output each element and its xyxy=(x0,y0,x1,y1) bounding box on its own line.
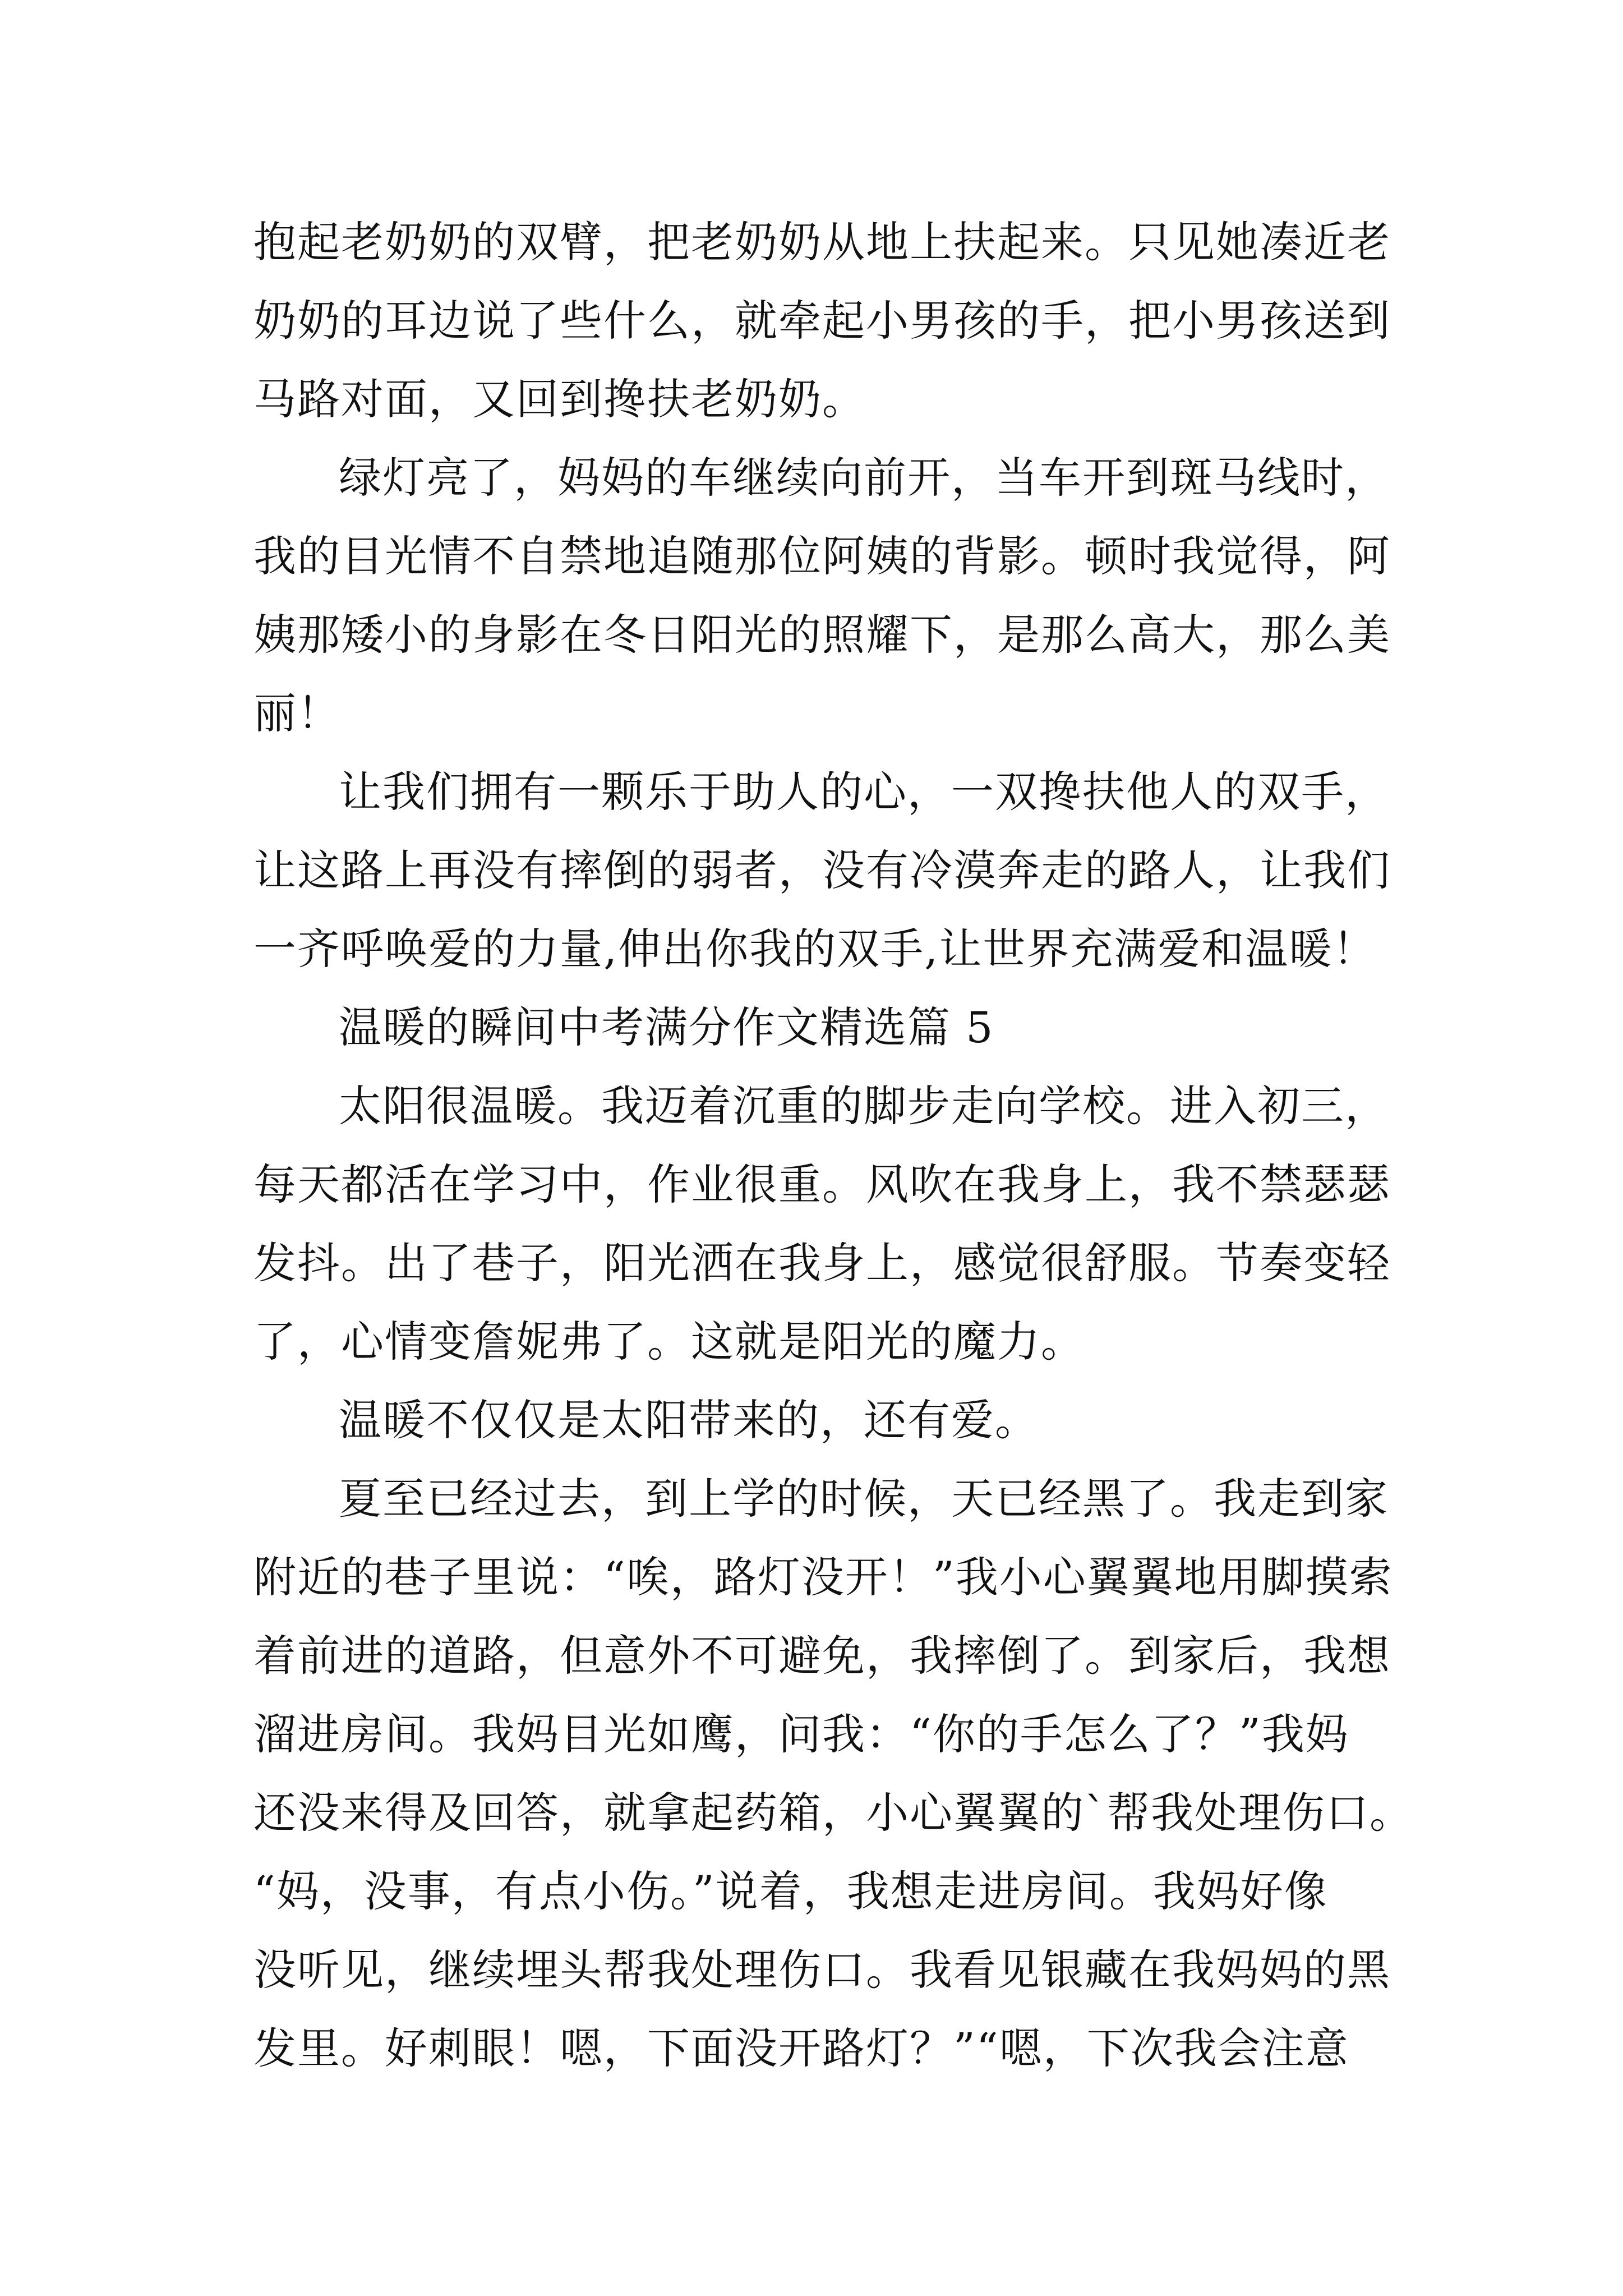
text-line: 让这路上再没有摔倒的弱者，没有冷漠奔走的路人，让我们 xyxy=(253,845,1391,895)
text-line: 奶奶的耳边说了些什么，就牵起小男孩的手，把小男孩送到 xyxy=(253,296,1391,346)
paragraph-first-line: 太阳很温暖。我迈着沉重的脚步走向学校。进入初三， xyxy=(339,1081,1389,1131)
text-line: 我的目光情不自禁地追随那位阿姨的背影。顿时我觉得，阿 xyxy=(253,531,1391,581)
essay-body xyxy=(253,203,1487,2088)
text-line: 还没来得及回答，就拿起药箱，小心翼翼的`帮我处理伤口。 xyxy=(253,1788,1413,1838)
text-line: 丽！ xyxy=(253,688,341,738)
text-line: 抱起老奶奶的双臂，把老奶奶从地上扶起来。只见她凑近老 xyxy=(253,217,1391,267)
text-line: 着前进的道路，但意外不可避免，我摔倒了。到家后，我想 xyxy=(253,1631,1391,1681)
paragraph-first-line: 温暖不仅仅是太阳带来的，还有爱。 xyxy=(339,1395,1039,1445)
paragraph-first-line: 绿灯亮了，妈妈的车继续向前开，当车开到斑马线时， xyxy=(339,453,1389,503)
text-line: 没听见，继续埋头帮我处理伤口。我看见银藏在我妈妈的黑 xyxy=(253,1945,1391,1995)
section-heading: 温暖的瞬间中考满分作文精选篇 5 xyxy=(339,1002,994,1052)
text-line: 发抖。出了巷子，阳光洒在我身上，感觉很舒服。节奏变轻 xyxy=(253,1238,1391,1288)
text-line: 姨那矮小的身影在冬日阳光的照耀下，是那么高大，那么美 xyxy=(253,610,1391,660)
text-line: 附近的巷子里说：“唉，路灯没开！”我小心翼翼地用脚摸索 xyxy=(253,1552,1393,1602)
text-line: 马路对面，又回到搀扶老奶奶。 xyxy=(253,374,866,424)
text-line: 发里。好刺眼！嗯，下面没开路灯？”“嗯，下次我会注意 xyxy=(253,2023,1349,2073)
text-line: 了，心情变詹妮弗了。这就是阳光的魔力。 xyxy=(253,1317,1085,1366)
paragraph-first-line: 夏至已经过去，到上学的时候，天已经黑了。我走到家 xyxy=(339,1474,1389,1524)
text-line: “妈，没事，有点小伤。”说着，我想走进房间。我妈好像 xyxy=(253,1866,1328,1916)
text-line: 一齐呼唤爱的力量,伸出你我的双手,让世界充满爱和温暖！ xyxy=(253,924,1377,974)
text-line: 每天都活在学习中，作业很重。风吹在我身上，我不禁瑟瑟 xyxy=(253,1159,1391,1209)
text-line: 溜进房间。我妈目光如鹰，问我：“你的手怎么了？”我妈 xyxy=(253,1709,1349,1759)
paragraph-first-line: 让我们拥有一颗乐于助人的心，一双搀扶他人的双手， xyxy=(339,767,1389,817)
